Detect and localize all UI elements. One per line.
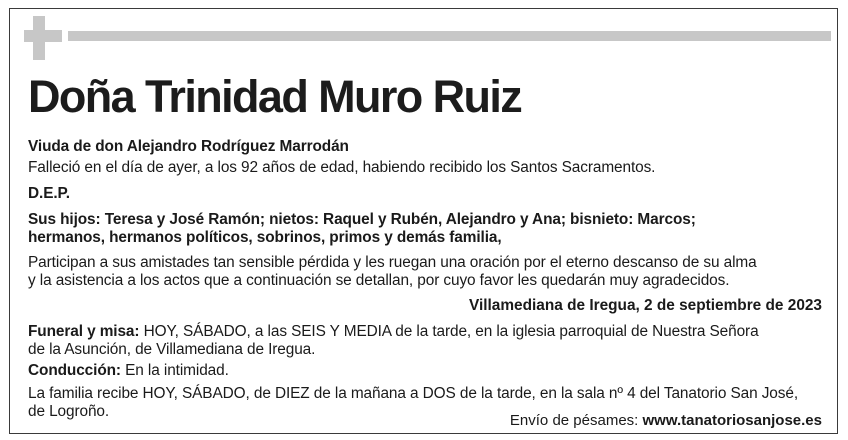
conduction-label: Conducción: (28, 362, 121, 379)
visitation-line-1: La familia recibe HOY, SÁBADO, de DIEZ de la mañana a DOS de la tarde, en la sala nº 4 del Tanatorio San José, (28, 385, 798, 402)
dep-text: D.E.P. (28, 185, 70, 202)
family-line-1: Sus hijos: Teresa y José Ramón; nietos: Raquel y Rubén, Alejandro y Ana; bisnieto: Marcos; (28, 211, 696, 228)
conduction-line (28, 361, 229, 380)
funeral-label: Funeral y misa: (28, 323, 140, 340)
widow-of: Viuda de don Alejandro Rodríguez Marrodán (28, 138, 349, 155)
conduction-text: En la intimidad. (120, 362, 229, 379)
funeral-line-2: de la Asunción, de Villamediana de Iregua. (28, 341, 316, 358)
deceased-name: Doña Trinidad Muro Ruiz (28, 71, 522, 122)
condolences-label: Envío de pésames: (509, 412, 643, 429)
request-line-1: Participan a sus amistades tan sensible pérdida y les ruegan una oración por el eterno descanso de su alma (28, 254, 757, 271)
funeral-line-1 (28, 322, 759, 341)
request-line-2: y la asistencia a los actos que a continuación se detallan, por cuyo favor les quedarán muy agradecidos. (28, 272, 730, 289)
death-notice: Falleció en el día de ayer, a los 92 años de edad, habiendo recibido los Santos Sacramentos. (28, 159, 656, 176)
header-rule (68, 31, 831, 41)
condolences-line (510, 411, 822, 430)
cross-icon-bar (24, 30, 62, 42)
condolences-link[interactable]: www.tanatoriosanjose.es (642, 412, 822, 429)
family-line-2: hermanos, hermanos políticos, sobrinos, primos y demás familia, (28, 229, 502, 246)
place-date: Villamediana de Iregua, 2 de septiembre de 2023 (468, 297, 822, 314)
funeral-text: HOY, SÁBADO, a las SEIS Y MEDIA de la tarde, en la iglesia parroquial de Nuestra Señora (139, 323, 759, 340)
visitation-line-2: de Logroño. (28, 403, 110, 420)
